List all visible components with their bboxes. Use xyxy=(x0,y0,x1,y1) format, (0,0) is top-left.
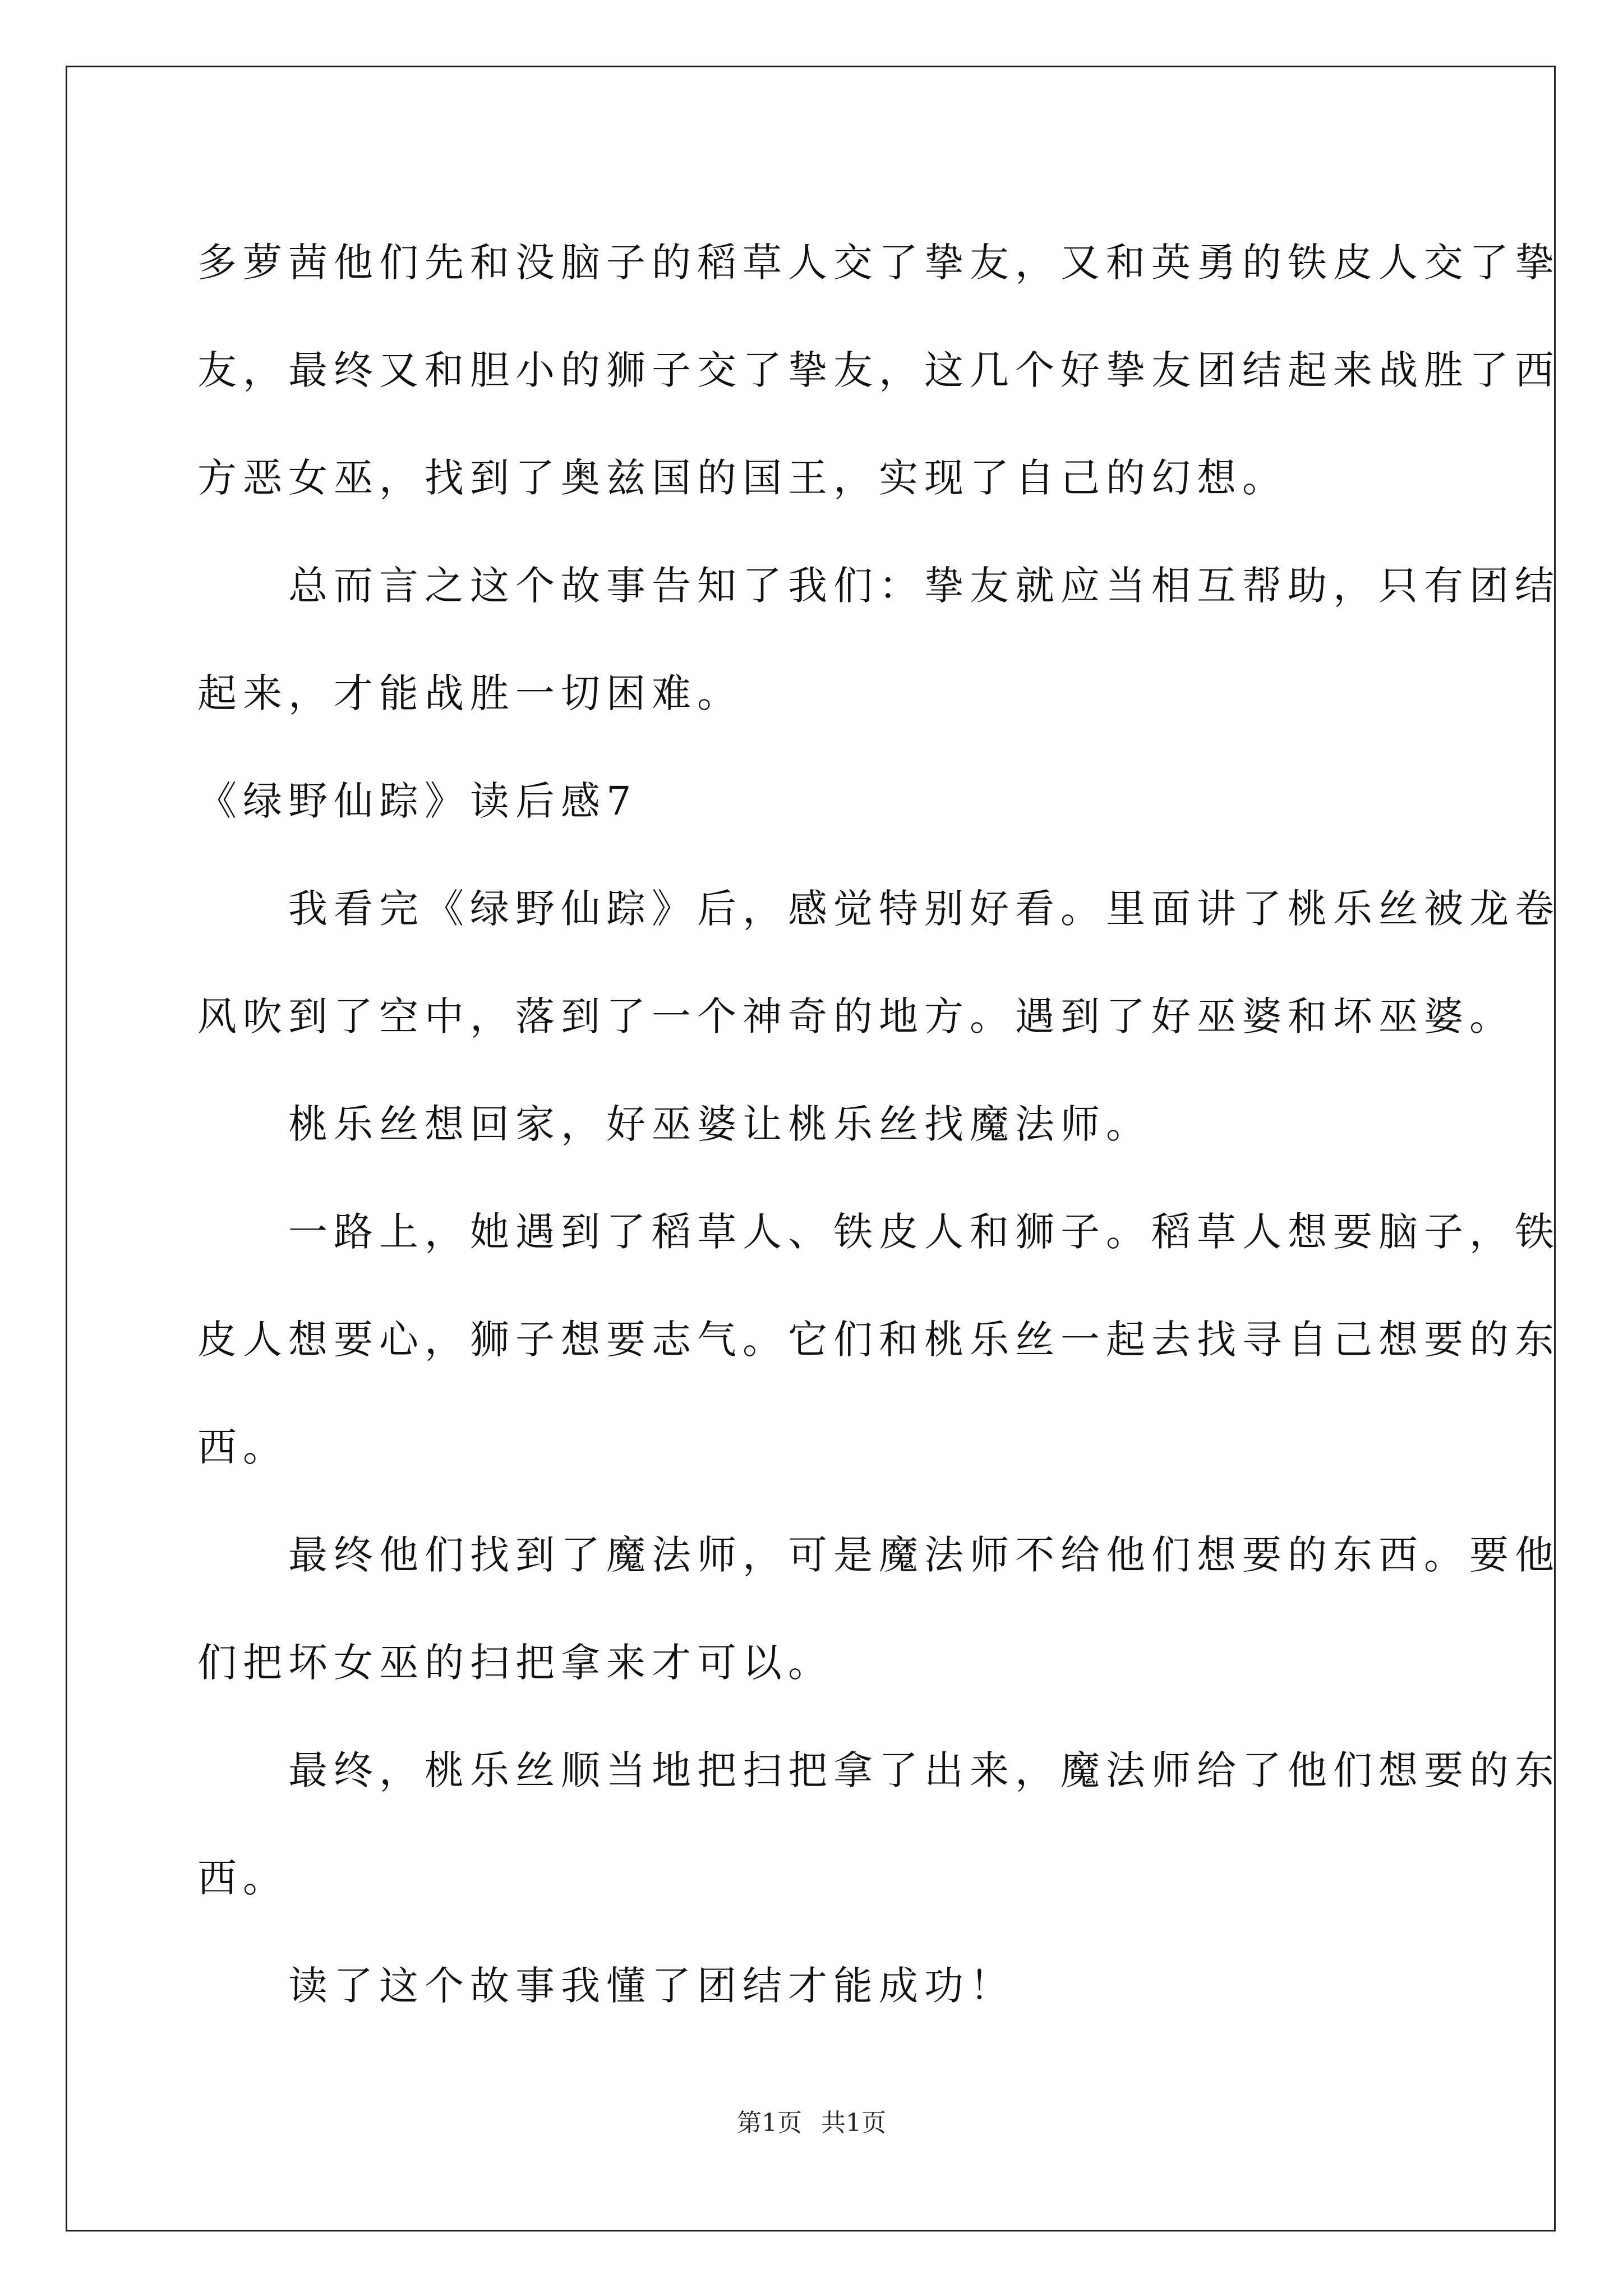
text-line: 最终，桃乐丝顺当地把扫把拿了出来，魔法师给了他们想要的东 xyxy=(197,1747,1560,1793)
text-line: 友，最终又和胆小的狮子交了挚友，这几个好挚友团结起来战胜了西 xyxy=(197,347,1560,393)
text-line: 皮人想要心，狮子想要志气。它们和桃乐丝一起去找寻自己想要的东 xyxy=(197,1317,1560,1363)
page-total: 共1页 xyxy=(821,2109,886,2137)
text-line: 最终他们找到了魔法师，可是魔法师不给他们想要的东西。要他 xyxy=(197,1532,1560,1578)
text-line: 桃乐丝想回家，好巫婆让桃乐丝找魔法师。 xyxy=(197,1101,1151,1147)
text-line: 读了这个故事我懂了团结才能成功！ xyxy=(197,1963,1015,2009)
text-line: 一路上，她遇到了稻草人、铁皮人和狮子。稻草人想要脑子，铁 xyxy=(197,1209,1560,1255)
text-line: 方恶女巫，找到了奥兹国的国王，实现了自己的幻想。 xyxy=(197,455,1288,501)
document-body xyxy=(197,209,1560,2040)
page-footer xyxy=(0,2102,1623,2138)
page-number: 第1页 xyxy=(737,2109,802,2137)
text-line: 们把坏女巫的扫把拿来才可以。 xyxy=(197,1640,833,1686)
text-line: 风吹到了空中，落到了一个神奇的地方。遇到了好巫婆和坏巫婆。 xyxy=(197,993,1515,1039)
text-line: 起来，才能战胜一切困难。 xyxy=(197,670,743,716)
section-heading: 《绿野仙踪》读后感7 xyxy=(197,778,638,824)
text-line: 西。 xyxy=(197,1424,288,1470)
text-line: 总而言之这个故事告知了我们：挚友就应当相互帮助，只有团结 xyxy=(197,563,1560,609)
text-line: 多萝茜他们先和没脑子的稻草人交了挚友，又和英勇的铁皮人交了挚 xyxy=(197,240,1560,286)
text-line: 我看完《绿野仙踪》后，感觉特别好看。里面讲了桃乐丝被龙卷 xyxy=(197,886,1560,932)
text-line: 西。 xyxy=(197,1855,288,1901)
